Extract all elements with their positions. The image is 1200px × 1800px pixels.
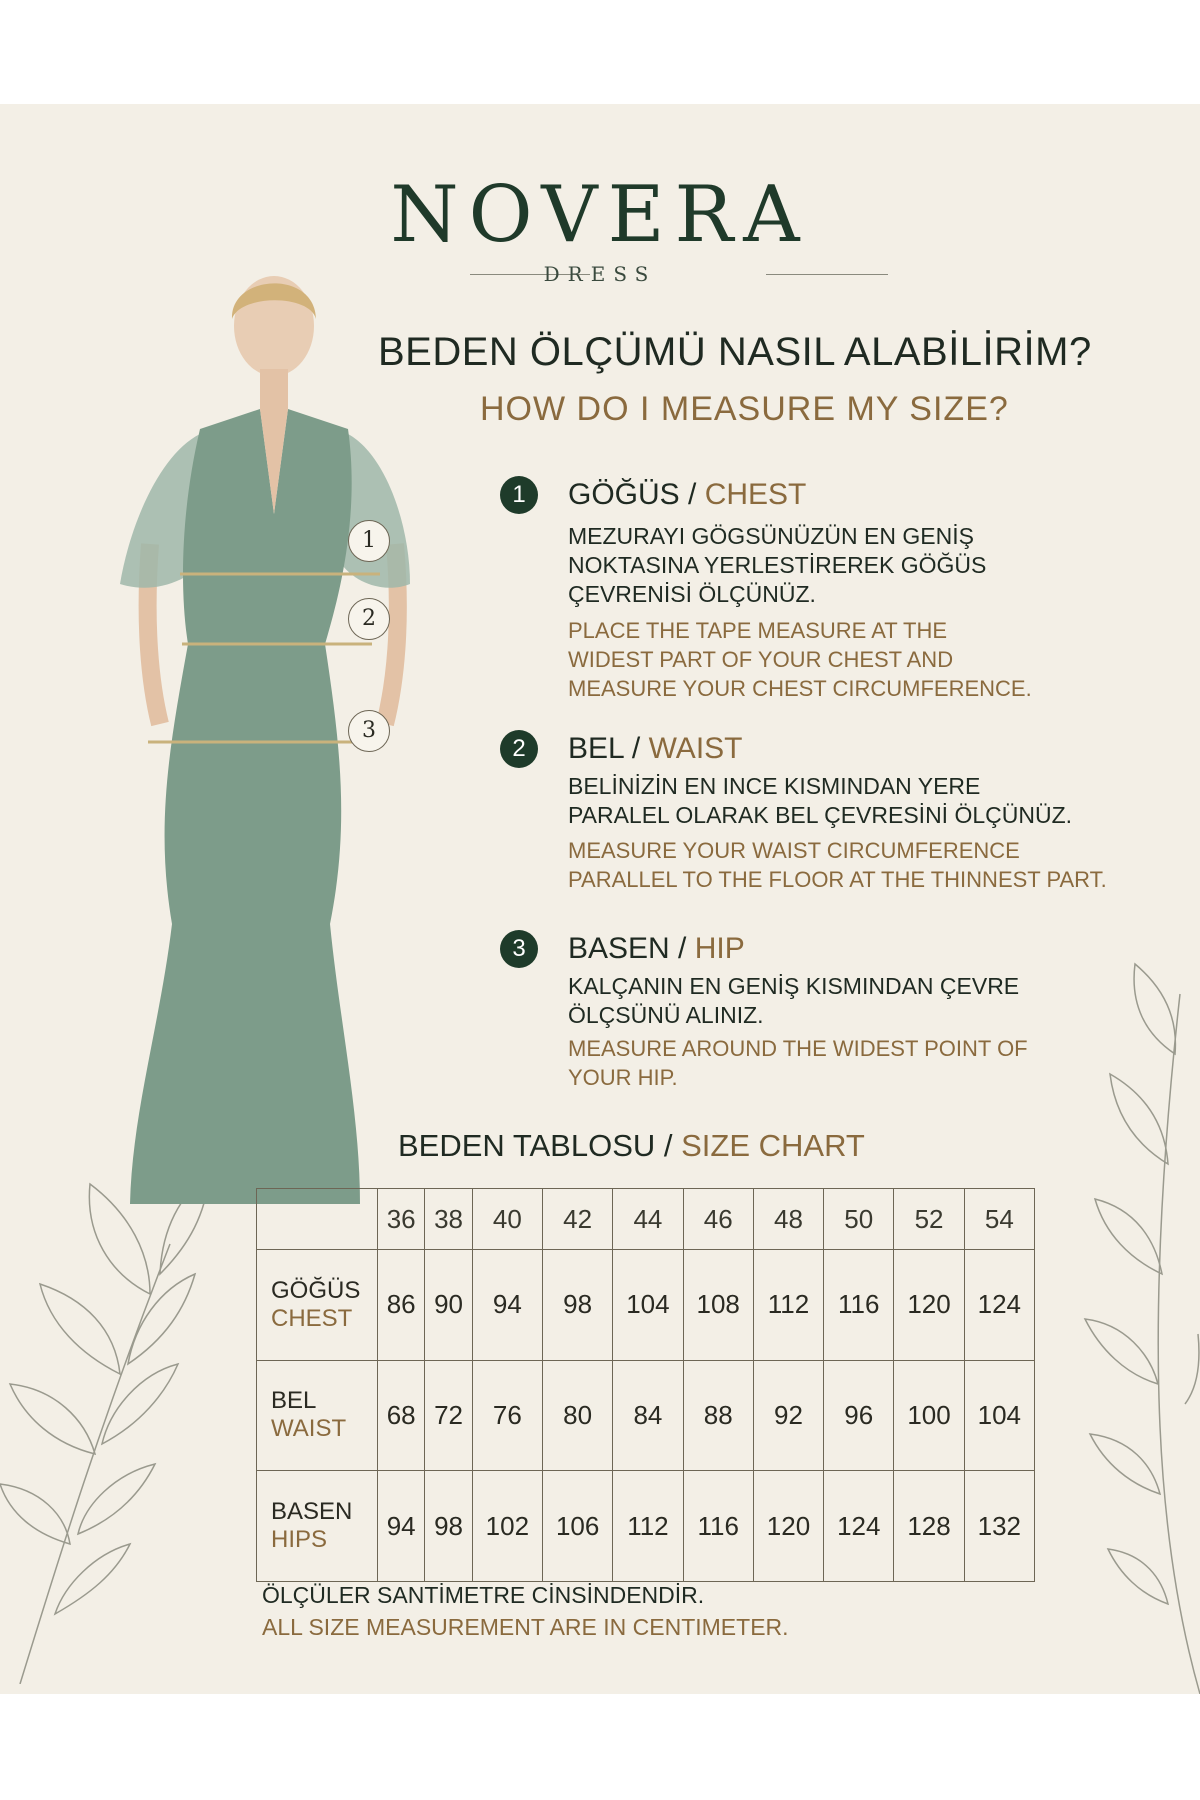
step-text-turkish: BELİNİZİN EN INCE KISMINDAN YERE PARALEL OLARAK BEL ÇEVRESİNİ ÖLÇÜNÜZ. bbox=[568, 773, 1073, 828]
value-cell: 96 bbox=[824, 1360, 894, 1471]
value-cell: 120 bbox=[753, 1471, 823, 1582]
value-cell: 102 bbox=[472, 1471, 542, 1582]
size-header-cell: 50 bbox=[824, 1189, 894, 1250]
size-header-row bbox=[257, 1189, 1035, 1250]
value-cell: 128 bbox=[894, 1471, 964, 1582]
leaf-decoration-left bbox=[0, 1124, 240, 1684]
value-cell: 106 bbox=[543, 1471, 613, 1582]
size-chart-table bbox=[256, 1188, 1035, 1582]
marker-chest: 1 bbox=[348, 520, 390, 562]
size-header-cell: 40 bbox=[472, 1189, 542, 1250]
step-title: BEL / WAIST bbox=[568, 732, 743, 765]
value-cell: 100 bbox=[894, 1360, 964, 1471]
step-chest bbox=[500, 476, 1160, 706]
size-header-cell: 48 bbox=[753, 1189, 823, 1250]
value-cell: 124 bbox=[824, 1471, 894, 1582]
value-cell: 90 bbox=[425, 1250, 472, 1361]
step-number: 3 bbox=[500, 930, 538, 968]
heading-english: HOW DO I MEASURE MY SIZE? bbox=[480, 390, 1009, 428]
size-guide-card bbox=[0, 104, 1200, 1694]
value-cell: 76 bbox=[472, 1360, 542, 1471]
value-cell: 98 bbox=[425, 1471, 472, 1582]
value-cell: 124 bbox=[964, 1250, 1034, 1361]
step-text-english: MEASURE AROUND THE WIDEST POINT OF YOUR HIP. bbox=[568, 1036, 1028, 1090]
table-row-waist bbox=[257, 1360, 1035, 1471]
row-label: BEL WAIST bbox=[257, 1360, 378, 1471]
brand-logo-name: NOVERA bbox=[390, 170, 810, 260]
units-note-turkish: ÖLÇÜLER SANTİMETRE CİNSİNDENDİR. bbox=[262, 1582, 705, 1608]
step-number: 2 bbox=[500, 730, 538, 768]
step-waist bbox=[500, 730, 1160, 900]
value-cell: 104 bbox=[613, 1250, 683, 1361]
size-header-cell: 44 bbox=[613, 1189, 683, 1250]
value-cell: 88 bbox=[683, 1360, 753, 1471]
step-text-english: PLACE THE TAPE MEASURE AT THE WIDEST PART OF YOUR CHEST AND MEASURE YOUR CHEST CIRCUMFERENCE. bbox=[568, 618, 1032, 701]
value-cell: 112 bbox=[753, 1250, 823, 1361]
value-cell: 112 bbox=[613, 1471, 683, 1582]
value-cell: 68 bbox=[378, 1360, 425, 1471]
size-header-cell: 38 bbox=[425, 1189, 472, 1250]
row-label: GÖĞÜS CHEST bbox=[257, 1250, 378, 1361]
marker-hip: 3 bbox=[348, 710, 390, 752]
corner-cell bbox=[257, 1189, 378, 1250]
value-cell: 116 bbox=[683, 1471, 753, 1582]
value-cell: 92 bbox=[753, 1360, 823, 1471]
step-text-turkish: MEZURAYI GÖGSÜNÜZÜN EN GENİŞ NOKTASINA YERLESTİREREK GÖĞÜS ÇEVRENİSİ ÖLÇÜNÜZ. bbox=[568, 523, 987, 607]
value-cell: 84 bbox=[613, 1360, 683, 1471]
value-cell: 108 bbox=[683, 1250, 753, 1361]
value-cell: 132 bbox=[964, 1471, 1034, 1582]
value-cell: 94 bbox=[472, 1250, 542, 1361]
value-cell: 80 bbox=[543, 1360, 613, 1471]
value-cell: 86 bbox=[378, 1250, 425, 1361]
step-text-turkish: KALÇANIN EN GENİŞ KISMINDAN ÇEVRE ÖLÇSÜNÜ ALINIZ. bbox=[568, 973, 1020, 1028]
value-cell: 120 bbox=[894, 1250, 964, 1361]
brand-logo-subtitle: DRESS bbox=[543, 262, 657, 286]
value-cell: 116 bbox=[824, 1250, 894, 1361]
heading-turkish: BEDEN ÖLÇÜMÜ NASIL ALABİLİRİM? bbox=[378, 330, 1092, 374]
step-title: BASEN / HIP bbox=[568, 932, 745, 965]
value-cell: 94 bbox=[378, 1471, 425, 1582]
brand-rule-right bbox=[766, 274, 888, 275]
value-cell: 98 bbox=[543, 1250, 613, 1361]
size-header-cell: 36 bbox=[378, 1189, 425, 1250]
step-hip bbox=[500, 930, 1160, 1100]
step-text-english: MEASURE YOUR WAIST CIRCUMFERENCE PARALLEL TO THE FLOOR AT THE THINNEST PART. bbox=[568, 838, 1107, 892]
units-note-english: ALL SIZE MEASUREMENT ARE IN CENTIMETER. bbox=[262, 1614, 789, 1640]
size-header-cell: 54 bbox=[964, 1189, 1034, 1250]
table-row-hips bbox=[257, 1471, 1035, 1582]
step-number: 1 bbox=[500, 476, 538, 514]
size-header-cell: 46 bbox=[683, 1189, 753, 1250]
row-label: BASEN HIPS bbox=[257, 1471, 378, 1582]
step-title: GÖĞÜS / CHEST bbox=[568, 478, 807, 511]
size-header-cell: 52 bbox=[894, 1189, 964, 1250]
size-header-cell: 42 bbox=[543, 1189, 613, 1250]
table-row-chest bbox=[257, 1250, 1035, 1361]
value-cell: 72 bbox=[425, 1360, 472, 1471]
value-cell: 104 bbox=[964, 1360, 1034, 1471]
marker-waist: 2 bbox=[348, 598, 390, 640]
size-chart-title: BEDEN TABLOSU / SIZE CHART bbox=[398, 1128, 865, 1163]
